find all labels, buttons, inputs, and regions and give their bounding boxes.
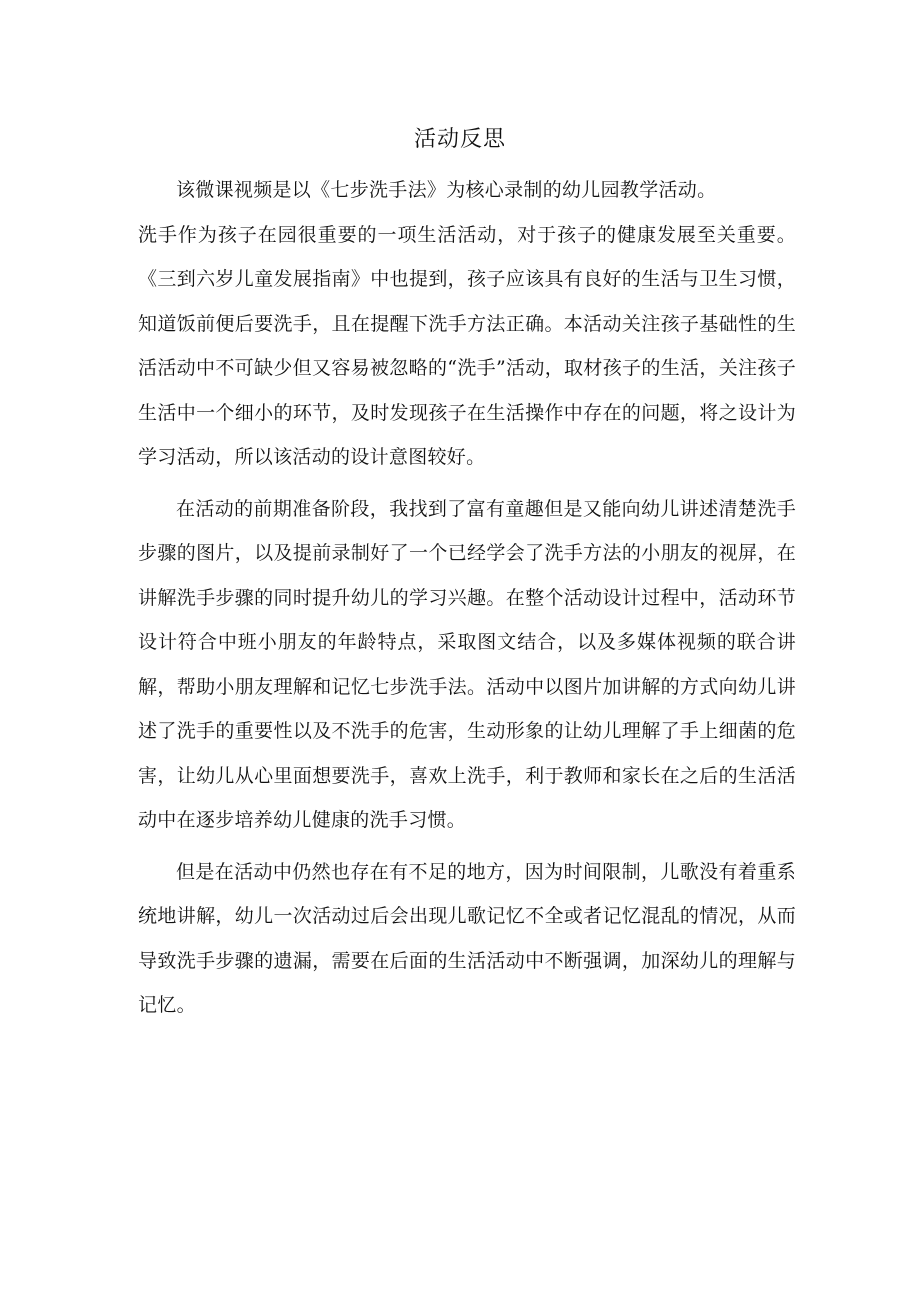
document-title: 活动反思 bbox=[413, 127, 506, 152]
document-body bbox=[138, 168, 796, 1035]
paragraph-1-first-line: 该微课视频是以《七步洗手法》为核心录制的幼儿园教学活动。 bbox=[176, 179, 717, 201]
paragraph-1-continued: 洗手作为孩子在园很重要的一项生活活动，对于孩子的健康发展至关重要。《三到六岁儿童发展指南》中也提到，孩子应该具有良好的生活与卫生习惯，知道饭前便后要洗手，且在提醒下洗手方法正确。本活动关注孩子基础性的生活活动中不可缺少但又容易被忽略的“洗手”活动，取材孩子的生活，关注孩子生活中一个细小的环节，及时发现孩子在生活操作中存在的问题，将之设计为学习活动，所以该活动的设计意图较好。 bbox=[138, 223, 796, 468]
paragraph-2: 在活动的前期准备阶段，我找到了富有童趣但是又能向幼儿讲述清楚洗手步骤的图片，以及提前录制好了一个已经学会了洗手方法的小朋友的视屏，在讲解洗手步骤的同时提升幼儿的学习兴趣。在整个活动设计过程中，活动环节设计符合中班小朋友的年龄特点，采取图文结合，以及多媒体视频的联合讲解，帮助小朋友理解和记忆七步洗手法。活动中以图片加讲解的方式向幼儿讲述了洗手的重要性以及不洗手的危害，生动形象的让幼儿理解了手上细菌的危害，让幼儿从心里面想要洗手，喜欢上洗手，利于教师和家长在之后的生活活动中在逐步培养幼儿健康的洗手习惯。 bbox=[138, 497, 796, 831]
paragraph-3: 但是在活动中仍然也存在有不足的地方，因为时间限制，儿歌没有着重系统地讲解，幼儿一次活动过后会出现儿歌记忆不全或者记忆混乱的情况，从而导致洗手步骤的遗漏，需要在后面的生活活动中不断强调，加深幼儿的理解与记忆。 bbox=[138, 860, 796, 1016]
